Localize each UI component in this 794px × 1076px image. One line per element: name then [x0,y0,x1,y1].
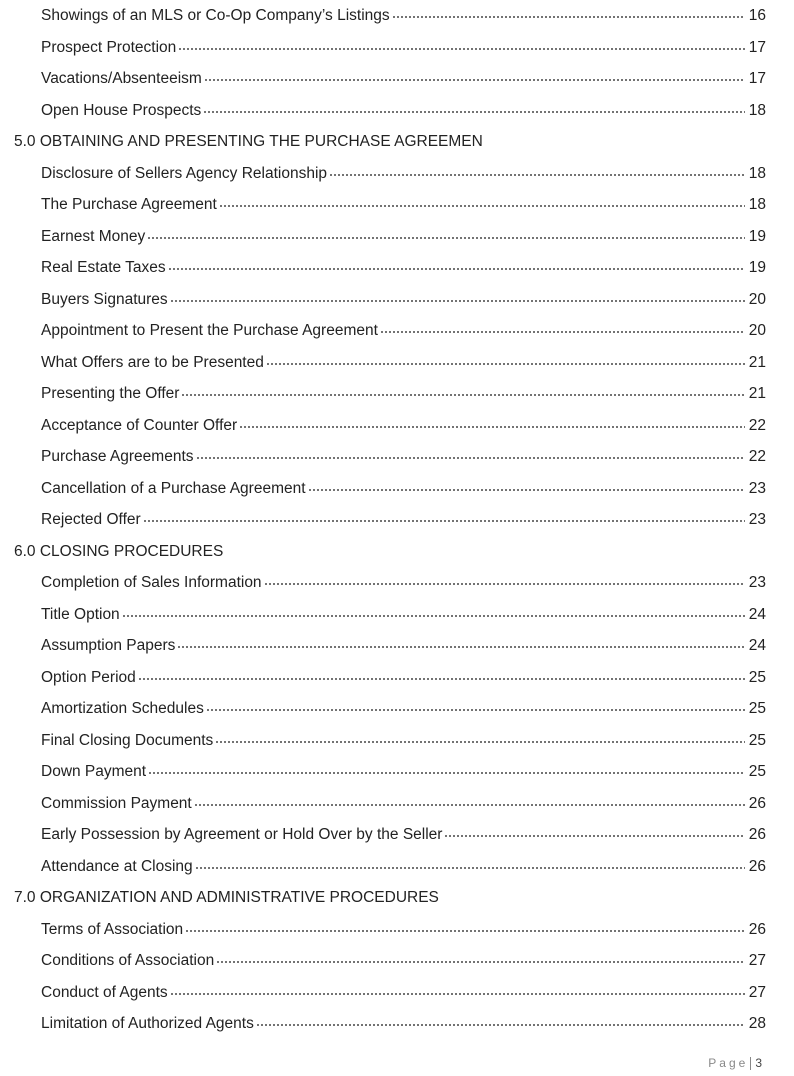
toc-entry-page-number: 27 [748,952,766,969]
toc-entry-page-number: 26 [748,826,766,843]
toc-entry-page-number: 18 [748,196,766,213]
toc-dot-leader [329,174,745,176]
toc-entry-page-number: 20 [748,322,766,339]
toc-entry [41,68,766,90]
toc-entry-title: The Purchase Agreement [41,196,217,213]
toc-dot-leader [264,583,745,585]
toc-dot-leader [215,741,744,743]
toc-dot-leader [170,993,745,995]
toc-dot-leader [148,772,745,774]
toc-entry-page-number: 18 [748,164,766,182]
toc-entry-page-number: 20 [748,290,766,308]
toc-dot-leader [181,394,744,396]
toc-entry-page-number: 23 [748,511,766,528]
toc-section-heading [14,887,766,909]
toc-entry-title: Open House Prospects [41,101,202,119]
toc-entry-title: Limitation of Authorized Agents [41,1015,254,1032]
toc-entry-page-number: 19 [748,227,766,245]
toc-entry-title: Rejected Offer [41,511,141,528]
toc-entry-page-number: 26 [748,857,766,875]
toc-entry-title: Final Closing Documents [41,731,214,749]
toc-dot-leader [196,457,745,459]
toc-dot-leader [444,835,744,837]
toc-entry [41,604,766,626]
toc-entry [41,37,766,59]
toc-entry-title: Down Payment [41,763,147,780]
toc-entry [41,226,766,248]
toc-entry [41,194,766,216]
toc-dot-leader [177,646,744,648]
toc-entry-title: Early Possession by Agreement or Hold Over by the Seller [41,826,443,843]
toc-entry-title: Prospect Protection [41,38,177,56]
toc-entry-title: Conditions of Association [41,952,215,969]
toc-dot-leader [392,16,745,18]
toc-entry-title: What Offers are to be Presented [41,353,264,371]
toc-entry [41,950,766,972]
toc-dot-leader [168,268,745,270]
page-footer [708,1056,762,1070]
toc-dot-leader [194,804,745,806]
toc-section-title: 6.0 CLOSING PROCEDURES [14,542,224,560]
toc-entry-title: Acceptance of Counter Offer [41,416,238,434]
toc-dot-leader [380,331,745,333]
toc-entry-page-number: 22 [748,448,766,465]
toc-entry-title: Real Estate Taxes [41,259,166,276]
toc-entry-page-number: 26 [748,794,766,812]
toc-dot-leader [143,520,745,522]
toc-dot-leader [195,867,745,869]
toc-entry-title: Commission Payment [41,794,192,812]
toc-entry [41,698,766,720]
toc-entry [41,5,766,27]
toc-dot-leader [122,615,745,617]
toc-entry [41,446,766,468]
toc-entry-title: Vacations/Absenteeism [41,70,202,87]
toc-section-title: 7.0 ORGANIZATION AND ADMINISTRATIVE PROCEDURES [14,889,439,906]
toc-entry-title: Showings of an MLS or Co-Op Company’s Listings [41,7,390,24]
toc-entry-page-number: 23 [748,479,766,497]
toc-entry [41,1013,766,1035]
toc-entry-page-number: 17 [748,38,766,56]
toc-dot-leader [308,489,745,491]
toc-entry [41,257,766,279]
toc-entry-title: Option Period [41,668,136,686]
toc-entry-page-number: 21 [748,385,766,402]
toc-entry-title: Completion of Sales Information [41,574,262,591]
page-number: 3 [755,1056,762,1070]
toc-entry [41,163,766,185]
toc-entry [41,824,766,846]
toc-entry-page-number: 18 [748,101,766,119]
toc-entry-title: Terms of Association [41,920,184,938]
toc-entry [41,509,766,531]
footer-divider [750,1057,751,1070]
toc-entry [41,793,766,815]
toc-entry-title: Amortization Schedules [41,700,204,717]
toc-dot-leader [256,1024,745,1026]
toc-dot-leader [239,426,745,428]
toc-entry [41,352,766,374]
toc-dot-leader [266,363,745,365]
toc-entry-page-number: 25 [748,668,766,686]
toc-entry-page-number: 28 [748,1015,766,1032]
page-label: Page [708,1056,749,1070]
toc-dot-leader [138,678,745,680]
toc-entry [41,761,766,783]
toc-entry-title: Assumption Papers [41,637,176,654]
toc-entry-title: Purchase Agreements [41,448,194,465]
toc-dot-leader [203,111,744,113]
toc-entry [41,383,766,405]
toc-entry [41,572,766,594]
toc-dot-leader [204,79,745,81]
toc-dot-leader [170,300,745,302]
toc-entry-page-number: 16 [748,7,766,24]
toc-entry-page-number: 25 [748,731,766,749]
toc-entry-title: Appointment to Present the Purchase Agreement [41,322,378,339]
toc-dot-leader [219,205,745,207]
toc-entry [41,730,766,752]
toc-entry [41,982,766,1004]
toc-entry [41,919,766,941]
toc-entry [41,289,766,311]
toc-entry-title: Attendance at Closing [41,857,193,875]
toc-dot-leader [216,961,745,963]
toc-section-title: 5.0 OBTAINING AND PRESENTING THE PURCHASE AGREEMEN [14,133,483,150]
toc-entry [41,635,766,657]
toc-entry-title: Cancellation of a Purchase Agreement [41,479,306,497]
toc-entry-page-number: 24 [748,605,766,623]
toc-entry-page-number: 26 [748,920,766,938]
toc-entry-title: Disclosure of Sellers Agency Relationship [41,164,328,182]
toc-entry-title: Buyers Signatures [41,290,168,308]
toc-entry-page-number: 25 [748,763,766,780]
toc-entry-title: Title Option [41,605,120,623]
toc-dot-leader [178,48,744,50]
toc-entry-page-number: 24 [748,637,766,654]
toc-dot-leader [185,930,745,932]
toc-entry-title: Presenting the Offer [41,385,180,402]
toc-entry-page-number: 25 [748,700,766,717]
toc-section-heading [14,541,766,563]
toc-entry [41,320,766,342]
toc-entry-page-number: 17 [748,70,766,87]
toc-entry-page-number: 23 [748,574,766,591]
toc-entry [41,667,766,689]
toc-entry-page-number: 19 [748,259,766,276]
toc-entry-title: Conduct of Agents [41,983,168,1001]
toc-section-heading [14,131,766,153]
toc-entry-page-number: 21 [748,353,766,371]
toc-entry [41,856,766,878]
toc-entry [41,100,766,122]
toc-entry [41,415,766,437]
toc-entry-page-number: 22 [748,416,766,434]
toc-entry-page-number: 27 [748,983,766,1001]
toc-dot-leader [206,709,745,711]
toc-entry-title: Earnest Money [41,227,146,245]
toc-dot-leader [147,237,745,239]
toc-entry [41,478,766,500]
